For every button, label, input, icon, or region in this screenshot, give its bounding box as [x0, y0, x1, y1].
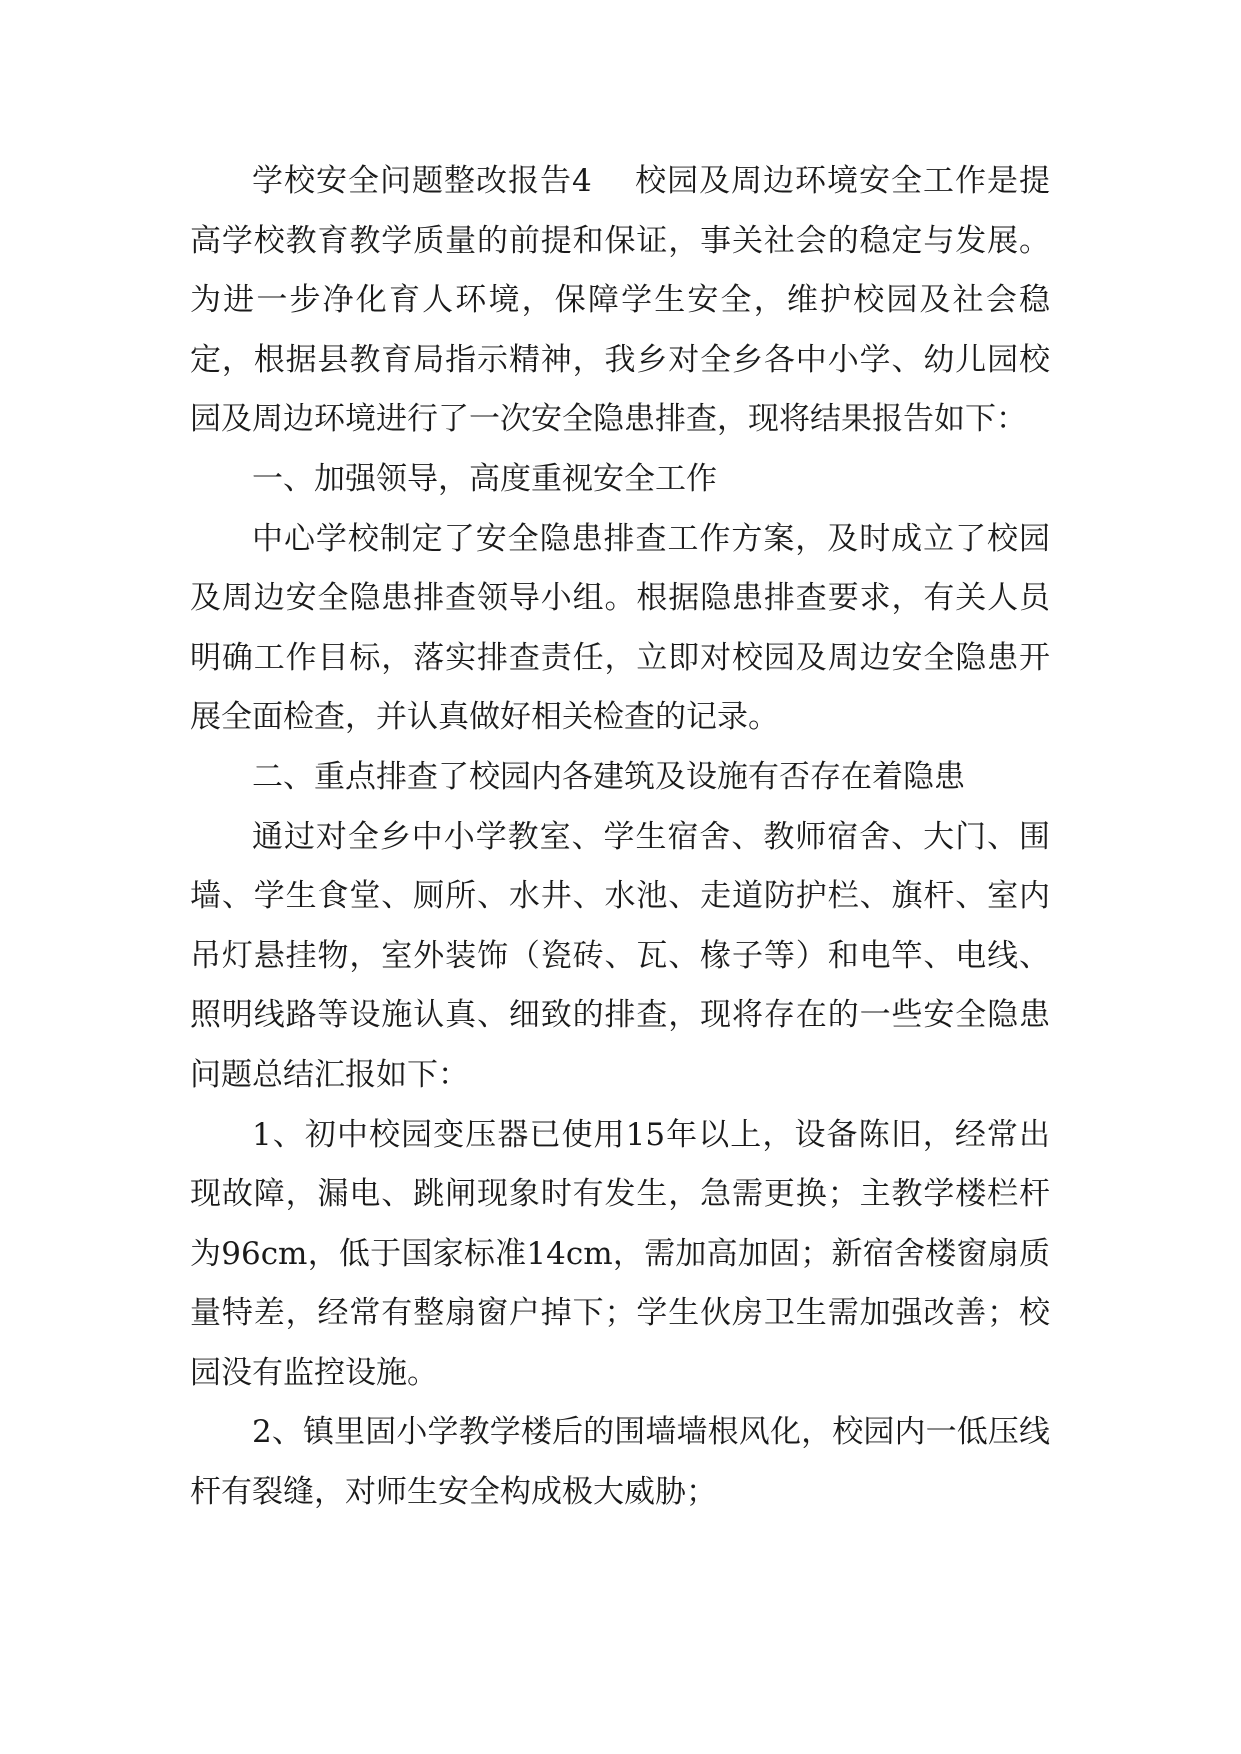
- section-2-heading: 二、重点排查了校园内各建筑及设施有否存在着隐患: [252, 758, 965, 795]
- report-title: 学校安全问题整改报告4: [252, 163, 592, 199]
- section-1-heading: 一、加强领导，高度重视安全工作: [252, 460, 717, 497]
- section-2-item-1: 1、初中校园变压器已使用15年以上，设备陈旧，经常出现故障，漏电、跳闸现象时有发生，急需更换；主教学楼栏杆为96cm，低于国家标准14cm，需加高加固；新宿舍楼窗扇质量特差，经常有整扇窗户掉下；学生伙房卫生需加强改善；校园没有监控设施。: [190, 1116, 1050, 1391]
- intro-paragraph: [190, 152, 1050, 450]
- section-2-item-2: 2、镇里固小学教学楼后的围墙墙根风化，校园内一低压线杆有裂缝，对师生安全构成极大威胁；: [190, 1414, 1050, 1511]
- document-body: [190, 152, 1050, 1523]
- intro-text: 校园及周边环境安全工作是提高学校教育教学质量的前提和保证，事关社会的稳定与发展。为进一步净化育人环境，保障学生安全，维护校园及社会稳定，根据县教育局指示精神，我乡对全乡各中小学、幼儿园校园及周边环境进行了一次安全隐患排查，现将结果报告如下：: [190, 163, 1051, 438]
- title-gap: [592, 163, 635, 199]
- section-2-body: 通过对全乡中小学教室、学生宿舍、教师宿舍、大门、围墙、学生食堂、厕所、水井、水池、走道防护栏、旗杆、室内吊灯悬挂物，室外装饰（瓷砖、瓦、椽子等）和电竿、电线、照明线路等设施认真、细致的排查，现将存在的一些安全隐患问题总结汇报如下：: [190, 818, 1050, 1093]
- section-1-body: 中心学校制定了安全隐患排查工作方案，及时成立了校园及周边安全隐患排查领导小组。根据隐患排查要求，有关人员明确工作目标，落实排查责任，立即对校园及周边安全隐患开展全面检查，并认真做好相关检查的记录。: [190, 520, 1050, 736]
